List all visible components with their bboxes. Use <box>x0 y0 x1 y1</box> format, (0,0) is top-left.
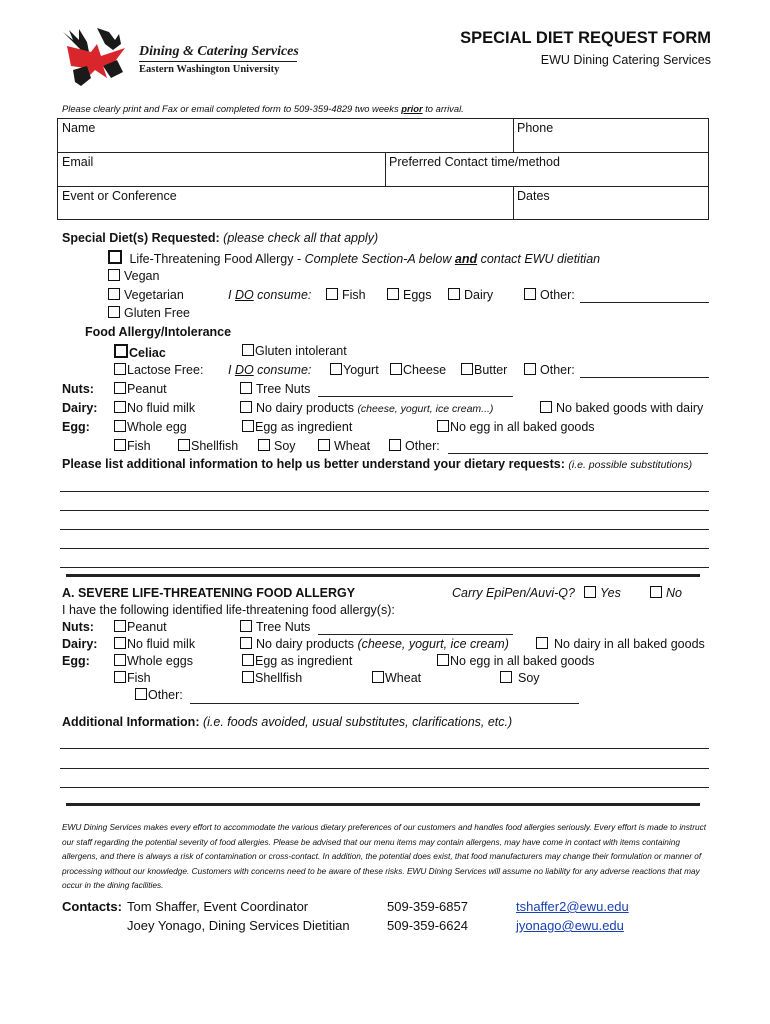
soy-checkbox[interactable] <box>258 439 270 451</box>
gluten-intolerant-checkbox[interactable] <box>242 344 254 356</box>
contact-phone-1: 509-359-6857 <box>387 899 468 914</box>
lactose-other-option[interactable]: Other: <box>524 363 575 377</box>
additional-info-line-3[interactable] <box>60 787 709 788</box>
a-peanut-option[interactable]: Peanut <box>114 620 167 634</box>
veg-other-checkbox[interactable] <box>524 288 536 300</box>
no-egg-baked-checkbox[interactable] <box>437 420 449 432</box>
peanut-checkbox[interactable] <box>114 382 126 394</box>
a-no-fluid-milk-checkbox[interactable] <box>114 637 126 649</box>
dairy-label: Dairy: <box>62 401 98 415</box>
epipen-yes-option[interactable]: Yes <box>584 586 621 600</box>
additional-request-line-2[interactable] <box>60 510 709 511</box>
shellfish-option[interactable]: Shellfish <box>178 439 238 453</box>
contact-name-1: Tom Shaffer, Event Coordinator <box>127 899 309 914</box>
shellfish-checkbox[interactable] <box>178 439 190 451</box>
a-shellfish-checkbox[interactable] <box>242 671 254 683</box>
contact-phone-2: 509-359-6624 <box>387 918 468 933</box>
lactose-other-checkbox[interactable] <box>524 363 536 375</box>
a-other-checkbox[interactable] <box>135 688 147 700</box>
food-allergy-heading: Food Allergy/Intolerance <box>85 325 232 339</box>
name-field[interactable]: Name <box>62 121 96 135</box>
soy-option[interactable]: Soy <box>258 439 296 453</box>
eagle-logo-icon <box>57 26 135 88</box>
additional-info-line-1[interactable] <box>60 748 709 749</box>
a-no-egg-baked-option[interactable]: No egg in all baked goods <box>437 654 595 668</box>
life-threatening-checkbox[interactable] <box>108 250 122 264</box>
no-dairy-products-option[interactable]: No dairy products (cheese, yogurt, ice cream...) <box>240 401 493 415</box>
yogurt-option[interactable]: Yogurt <box>330 363 379 377</box>
lactose-free-option[interactable]: Lactose Free: <box>114 363 203 377</box>
no-fluid-milk-checkbox[interactable] <box>114 401 126 413</box>
egg-ingredient-option[interactable]: Egg as ingredient <box>242 420 352 434</box>
additional-info-line-2[interactable] <box>60 768 709 769</box>
egg-label: Egg: <box>62 420 90 434</box>
epipen-question: Carry EpiPen/Auvi-Q? <box>452 586 575 600</box>
a-nuts-rule <box>318 634 513 635</box>
additional-info-label: Additional Information: (i.e. foods avoided, usual substitutes, clarifications, etc.) <box>62 715 513 729</box>
veg-fish-option[interactable]: Fish <box>326 288 366 302</box>
a-fish-option[interactable]: Fish <box>114 671 151 685</box>
a-no-dairy-baked-option[interactable]: No dairy in all baked goods <box>536 637 705 651</box>
contact-email-1[interactable]: tshaffer2@ewu.edu <box>516 899 629 914</box>
celiac-option[interactable]: Celiac <box>114 344 166 360</box>
a-soy-option[interactable]: Soy <box>500 671 540 685</box>
gluten-free-checkbox[interactable] <box>108 306 120 318</box>
tree-nuts-checkbox[interactable] <box>240 382 252 394</box>
veg-eggs-option[interactable]: Eggs <box>387 288 432 302</box>
whole-egg-checkbox[interactable] <box>114 420 126 432</box>
logo-title: Dining & Catering Services <box>139 44 299 59</box>
veg-eggs-checkbox[interactable] <box>387 288 399 300</box>
a-wheat-checkbox[interactable] <box>372 671 384 683</box>
no-baked-dairy-option[interactable]: No baked goods with dairy <box>540 401 703 415</box>
additional-request-line-4[interactable] <box>60 548 709 549</box>
no-baked-dairy-checkbox[interactable] <box>540 401 552 413</box>
a-soy-checkbox[interactable] <box>500 671 512 683</box>
gluten-intolerant-option[interactable]: Gluten intolerant <box>242 344 347 358</box>
egg-ingredient-checkbox[interactable] <box>242 420 254 432</box>
a-no-dairy-baked-checkbox[interactable] <box>536 637 548 649</box>
a-no-dairy-products-option[interactable]: No dairy products (cheese, yogurt, ice cream) <box>240 637 509 651</box>
butter-checkbox[interactable] <box>461 363 473 375</box>
additional-request-line-3[interactable] <box>60 529 709 530</box>
vegetarian-consume-label: I DO consume: <box>228 288 312 302</box>
epipen-no-option[interactable]: No <box>650 586 682 600</box>
allergy-other-checkbox[interactable] <box>389 439 401 451</box>
form-subtitle: EWU Dining Catering Services <box>540 53 711 67</box>
whole-egg-option[interactable]: Whole egg <box>114 420 187 434</box>
fish-checkbox[interactable] <box>114 439 126 451</box>
a-no-fluid-milk-option[interactable]: No fluid milk <box>114 637 195 651</box>
preferred-contact-field[interactable]: Preferred Contact time/method <box>389 155 560 169</box>
butter-option[interactable]: Butter <box>461 363 507 377</box>
life-threatening-option[interactable]: Life-Threatening Food Allergy - Complete Section-A below and contact EWU dietitian <box>108 250 600 266</box>
a-egg-ingredient-option[interactable]: Egg as ingredient <box>242 654 352 668</box>
a-dairy-label: Dairy: <box>62 637 98 651</box>
veg-other-option[interactable]: Other: <box>524 288 575 302</box>
a-other-input[interactable] <box>190 703 579 704</box>
cheese-option[interactable]: Cheese <box>390 363 446 377</box>
logo-rule <box>139 61 297 62</box>
bottom-divider <box>66 803 700 806</box>
email-field[interactable]: Email <box>62 155 94 169</box>
instructions: Please clearly print and Fax or email completed form to 509-359-4829 two weeks prior to arrival. <box>62 103 464 114</box>
no-fluid-milk-option[interactable]: No fluid milk <box>114 401 195 415</box>
a-whole-eggs-checkbox[interactable] <box>114 654 126 666</box>
logo-subtitle: Eastern Washington University <box>139 64 280 75</box>
a-whole-eggs-option[interactable]: Whole eggs <box>114 654 193 668</box>
form-title: SPECIAL DIET REQUEST FORM <box>460 29 711 47</box>
veg-dairy-option[interactable]: Dairy <box>448 288 493 302</box>
dates-field[interactable]: Dates <box>517 189 550 203</box>
disclaimer-text: EWU Dining Services makes every effort to accommodate the various dietary preferences of our customers and handles food allergies seriously. Every effort is made to instruct our staff regarding the potential severity of food allergies. Please be advised that our menu items may contain allergens, may have come in contact with items containing allergens, and there is always a risk of contamination or cross-contact. In addition, the potential does exist, that food manufacturers may change their formulation or manner of processing without our knowledge. Customers with concerns need to be aware of these risks. EWU Dining Services will assume no liability for any adverse reactions that may occur in the dining facilities. <box>62 822 707 890</box>
a-tree-nuts-checkbox[interactable] <box>240 620 252 632</box>
epipen-yes-checkbox[interactable] <box>584 586 596 598</box>
vegetarian-checkbox[interactable] <box>108 288 120 300</box>
a-no-egg-baked-checkbox[interactable] <box>437 654 449 666</box>
nuts-rule <box>318 396 513 397</box>
veg-other-input[interactable] <box>580 302 709 303</box>
a-other-option[interactable]: Other: <box>135 688 183 702</box>
contact-name-2: Joey Yonago, Dining Services Dietitian <box>127 918 350 933</box>
contact-email-2[interactable]: jyonago@ewu.edu <box>516 918 624 933</box>
a-fish-checkbox[interactable] <box>114 671 126 683</box>
veg-fish-checkbox[interactable] <box>326 288 338 300</box>
yogurt-checkbox[interactable] <box>330 363 342 375</box>
contact-info-table <box>57 118 709 220</box>
additional-request-label: Please list additional information to help us better understand your dietary requests: (i.e. possible substitutions) <box>62 457 693 471</box>
lactose-other-input[interactable] <box>580 377 709 378</box>
fish-option[interactable]: Fish <box>114 439 151 453</box>
cheese-checkbox[interactable] <box>390 363 402 375</box>
no-dairy-products-checkbox[interactable] <box>240 401 252 413</box>
phone-field[interactable]: Phone <box>517 121 554 135</box>
special-diet-heading: Special Diet(s) Requested: (please check all that apply) <box>62 231 379 245</box>
additional-request-line-5[interactable] <box>60 567 709 568</box>
celiac-checkbox[interactable] <box>114 344 128 358</box>
contacts-label: Contacts: <box>62 899 122 914</box>
epipen-no-checkbox[interactable] <box>650 586 662 598</box>
a-egg-label: Egg: <box>62 654 90 668</box>
lactose-consume-label: I DO consume: <box>228 363 312 377</box>
a-wheat-option[interactable]: Wheat <box>372 671 421 685</box>
peanut-option[interactable]: Peanut <box>114 382 167 396</box>
allergy-other-option[interactable]: Other: <box>389 439 440 453</box>
section-divider <box>66 574 700 577</box>
allergy-other-input[interactable] <box>448 453 708 454</box>
a-no-dairy-products-checkbox[interactable] <box>240 637 252 649</box>
a-tree-nuts-option[interactable]: Tree Nuts <box>240 620 310 634</box>
a-egg-ingredient-checkbox[interactable] <box>242 654 254 666</box>
no-egg-baked-option[interactable]: No egg in all baked goods <box>437 420 595 434</box>
wheat-checkbox[interactable] <box>318 439 330 451</box>
lactose-free-checkbox[interactable] <box>114 363 126 375</box>
nuts-label: Nuts: <box>62 382 94 396</box>
tree-nuts-option[interactable]: Tree Nuts <box>240 382 310 396</box>
vegetarian-option[interactable]: Vegetarian <box>108 288 184 302</box>
gluten-free-option[interactable]: Gluten Free <box>108 306 190 320</box>
additional-request-line-1[interactable] <box>60 491 709 492</box>
ewu-logo <box>57 26 297 88</box>
a-nuts-label: Nuts: <box>62 620 94 634</box>
section-a-heading: A. SEVERE LIFE-THREATENING FOOD ALLERGY <box>62 586 356 600</box>
vegan-option[interactable]: Vegan <box>108 269 159 283</box>
section-a-intro: I have the following identified life-threatening food allergy(s): <box>62 603 395 617</box>
event-field[interactable]: Event or Conference <box>62 189 177 203</box>
a-peanut-checkbox[interactable] <box>114 620 126 632</box>
veg-dairy-checkbox[interactable] <box>448 288 460 300</box>
wheat-option[interactable]: Wheat <box>318 439 370 453</box>
vegan-checkbox[interactable] <box>108 269 120 281</box>
a-shellfish-option[interactable]: Shellfish <box>242 671 302 685</box>
